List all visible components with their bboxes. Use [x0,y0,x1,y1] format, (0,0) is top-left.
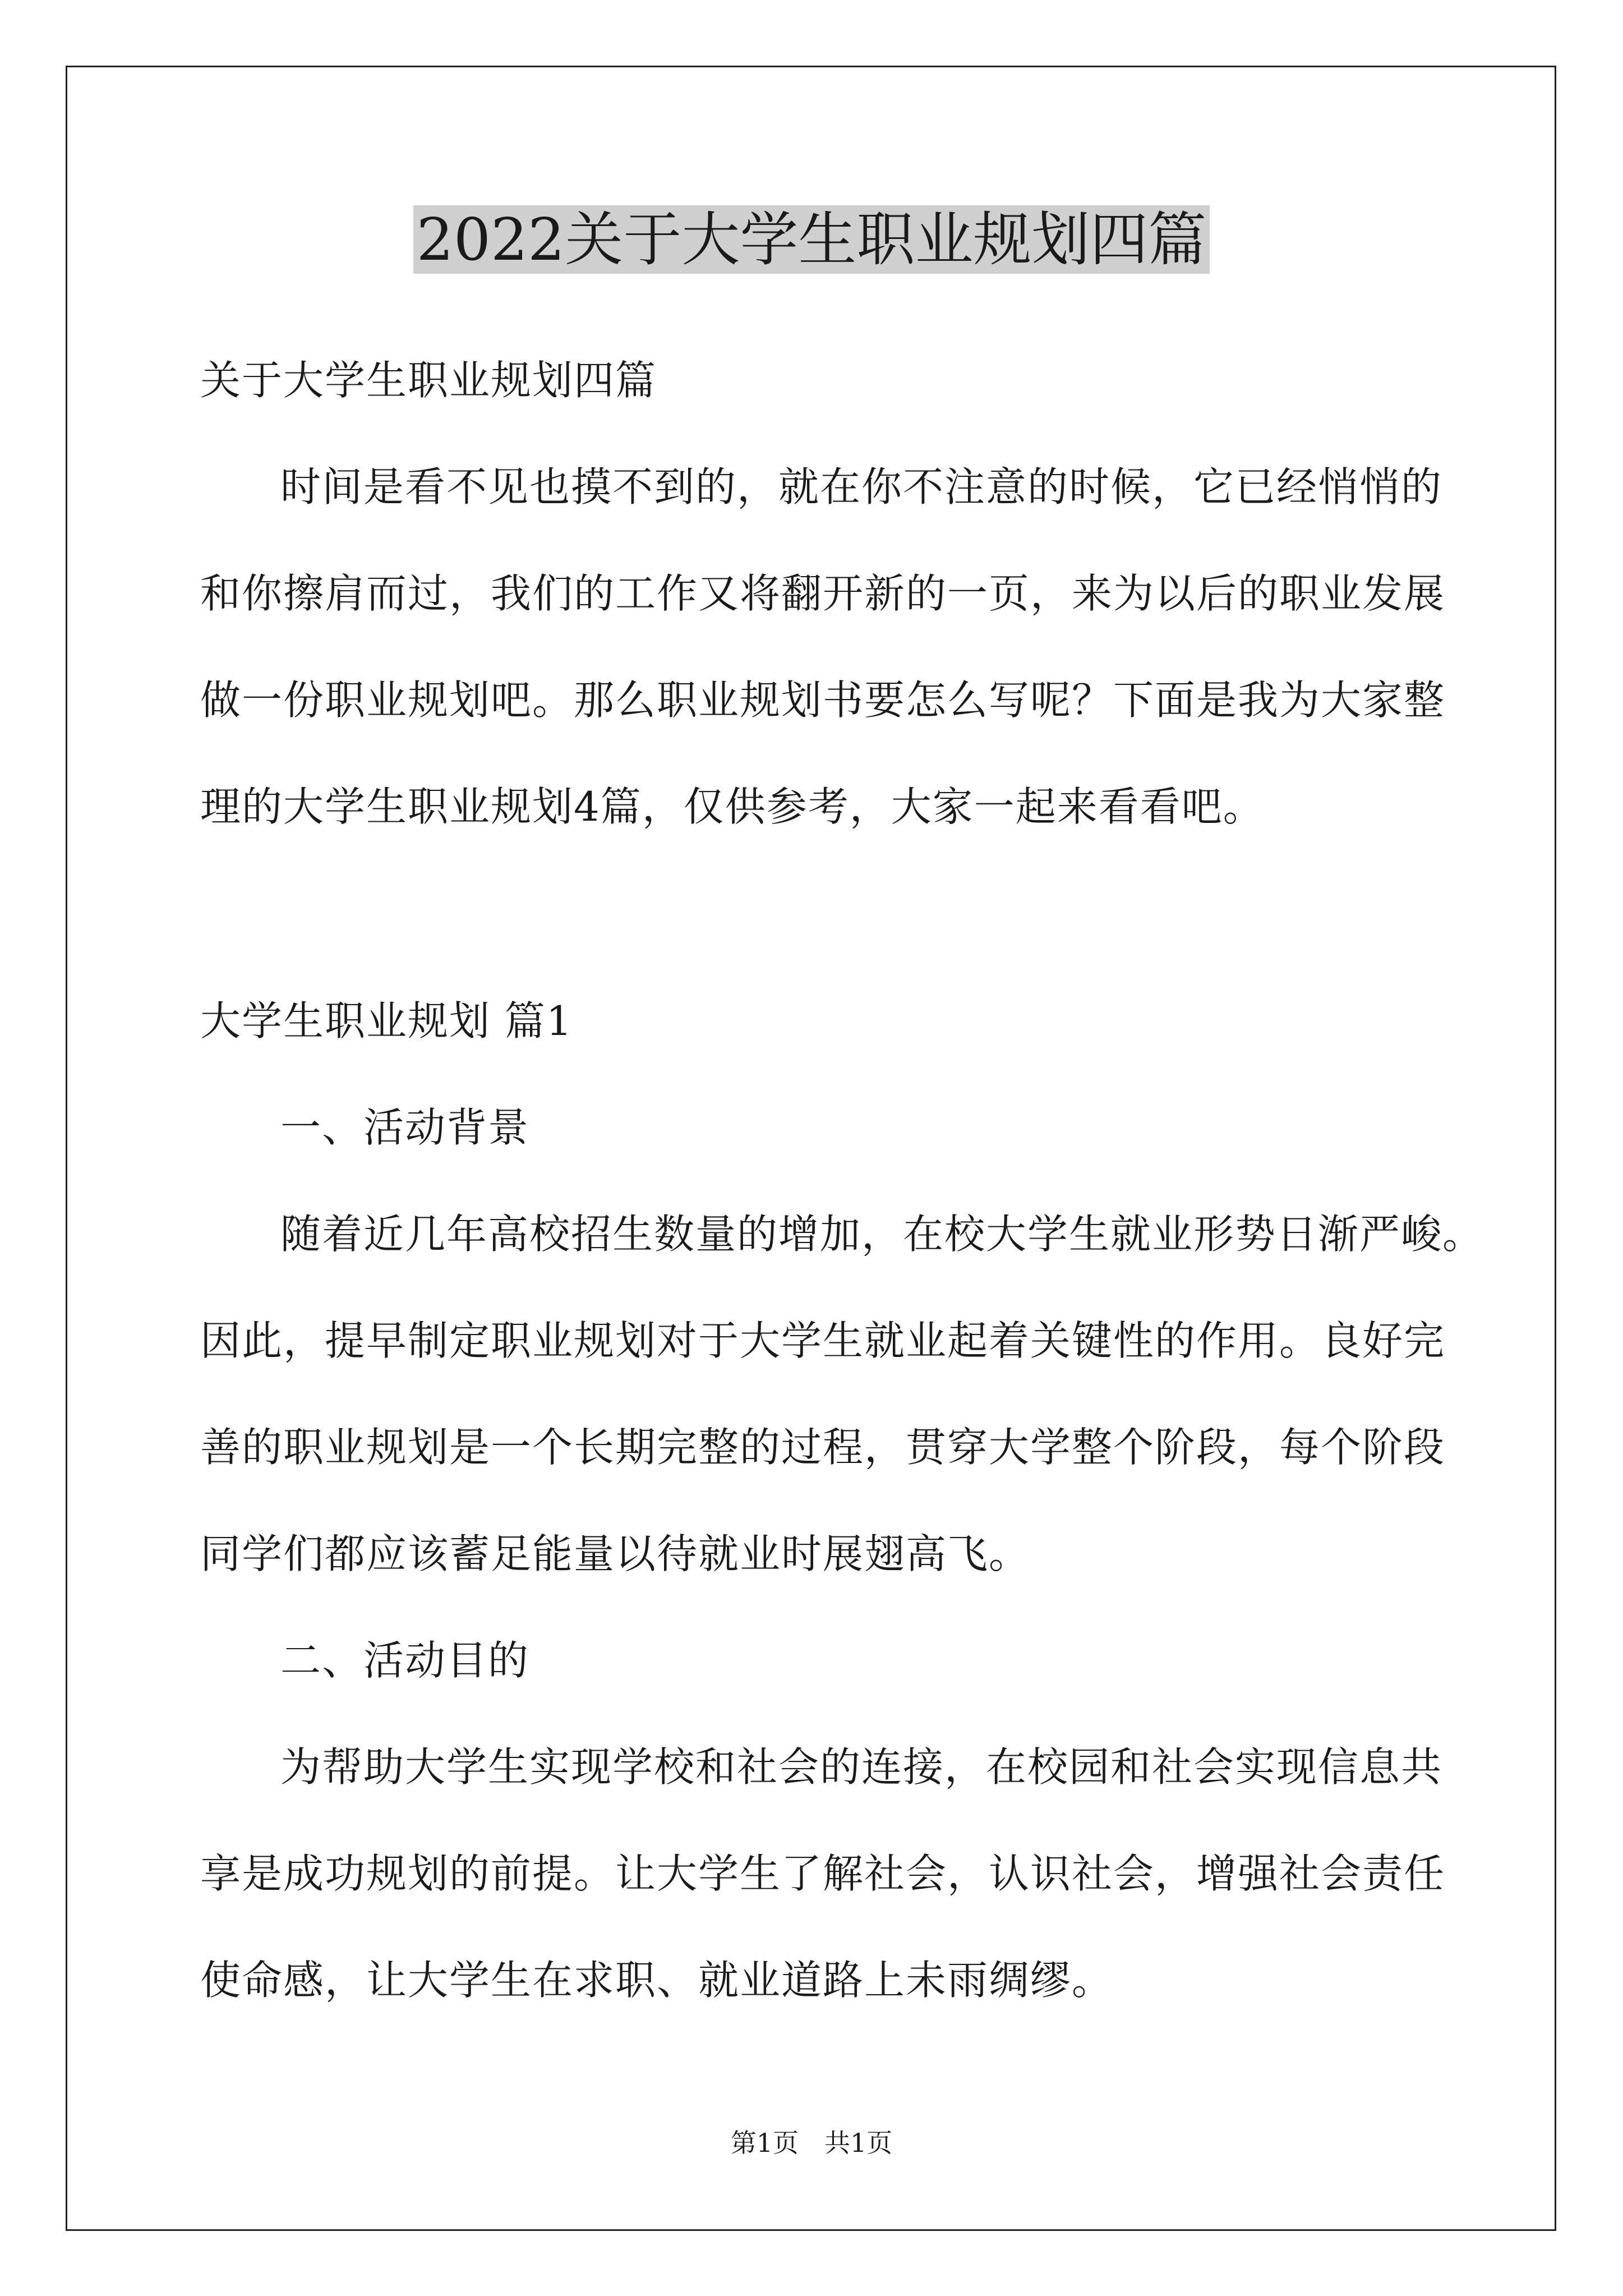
intro-line-4: 理的大学生职业规划4篇，仅供参考，大家一起来看看吧。 [200,783,1265,830]
para1-line-2: 因此，提早制定职业规划对于大学生就业起着关键性的作用。良好完 [200,1317,1446,1364]
intro-line-2: 和你擦肩而过，我们的工作又将翻开新的一页，来为以后的职业发展 [200,570,1446,617]
heading-purpose: 二、活动目的 [280,1637,530,1684]
section-title: 大学生职业规划 篇1 [200,997,573,1045]
intro-line-1: 时间是看不见也摸不到的，就在你不注意的时候，它已经悄悄的 [280,463,1443,510]
para1-line-3: 善的职业规划是一个长期完整的过程，贯穿大学整个阶段，每个阶段 [200,1424,1446,1471]
para1-line-1: 随着近几年高校招生数量的增加，在校大学生就业形势日渐严峻。 [280,1211,1484,1258]
intro-line-3: 做一份职业规划吧。那么职业规划书要怎么写呢？下面是我为大家整 [200,677,1446,724]
document-title [0,197,1623,282]
para1-line-4: 同学们都应该蓄足能量以待就业时展翅高飞。 [200,1530,1031,1577]
page-footer: 第1页 共1页 [730,2128,893,2158]
heading-background: 一、活动背景 [280,1104,530,1151]
para2-line-2: 享是成功规划的前提。让大学生了解社会，认识社会，增强社会责任 [200,1850,1446,1897]
para2-line-3: 使命感，让大学生在求职、就业道路上未雨绸缪。 [200,1957,1114,2004]
title-text: 2022关于大学生职业规划四篇 [413,205,1210,274]
subtitle: 关于大学生职业规划四篇 [200,357,657,404]
para2-line-1: 为帮助大学生实现学校和社会的连接，在校园和社会实现信息共 [280,1743,1443,1791]
